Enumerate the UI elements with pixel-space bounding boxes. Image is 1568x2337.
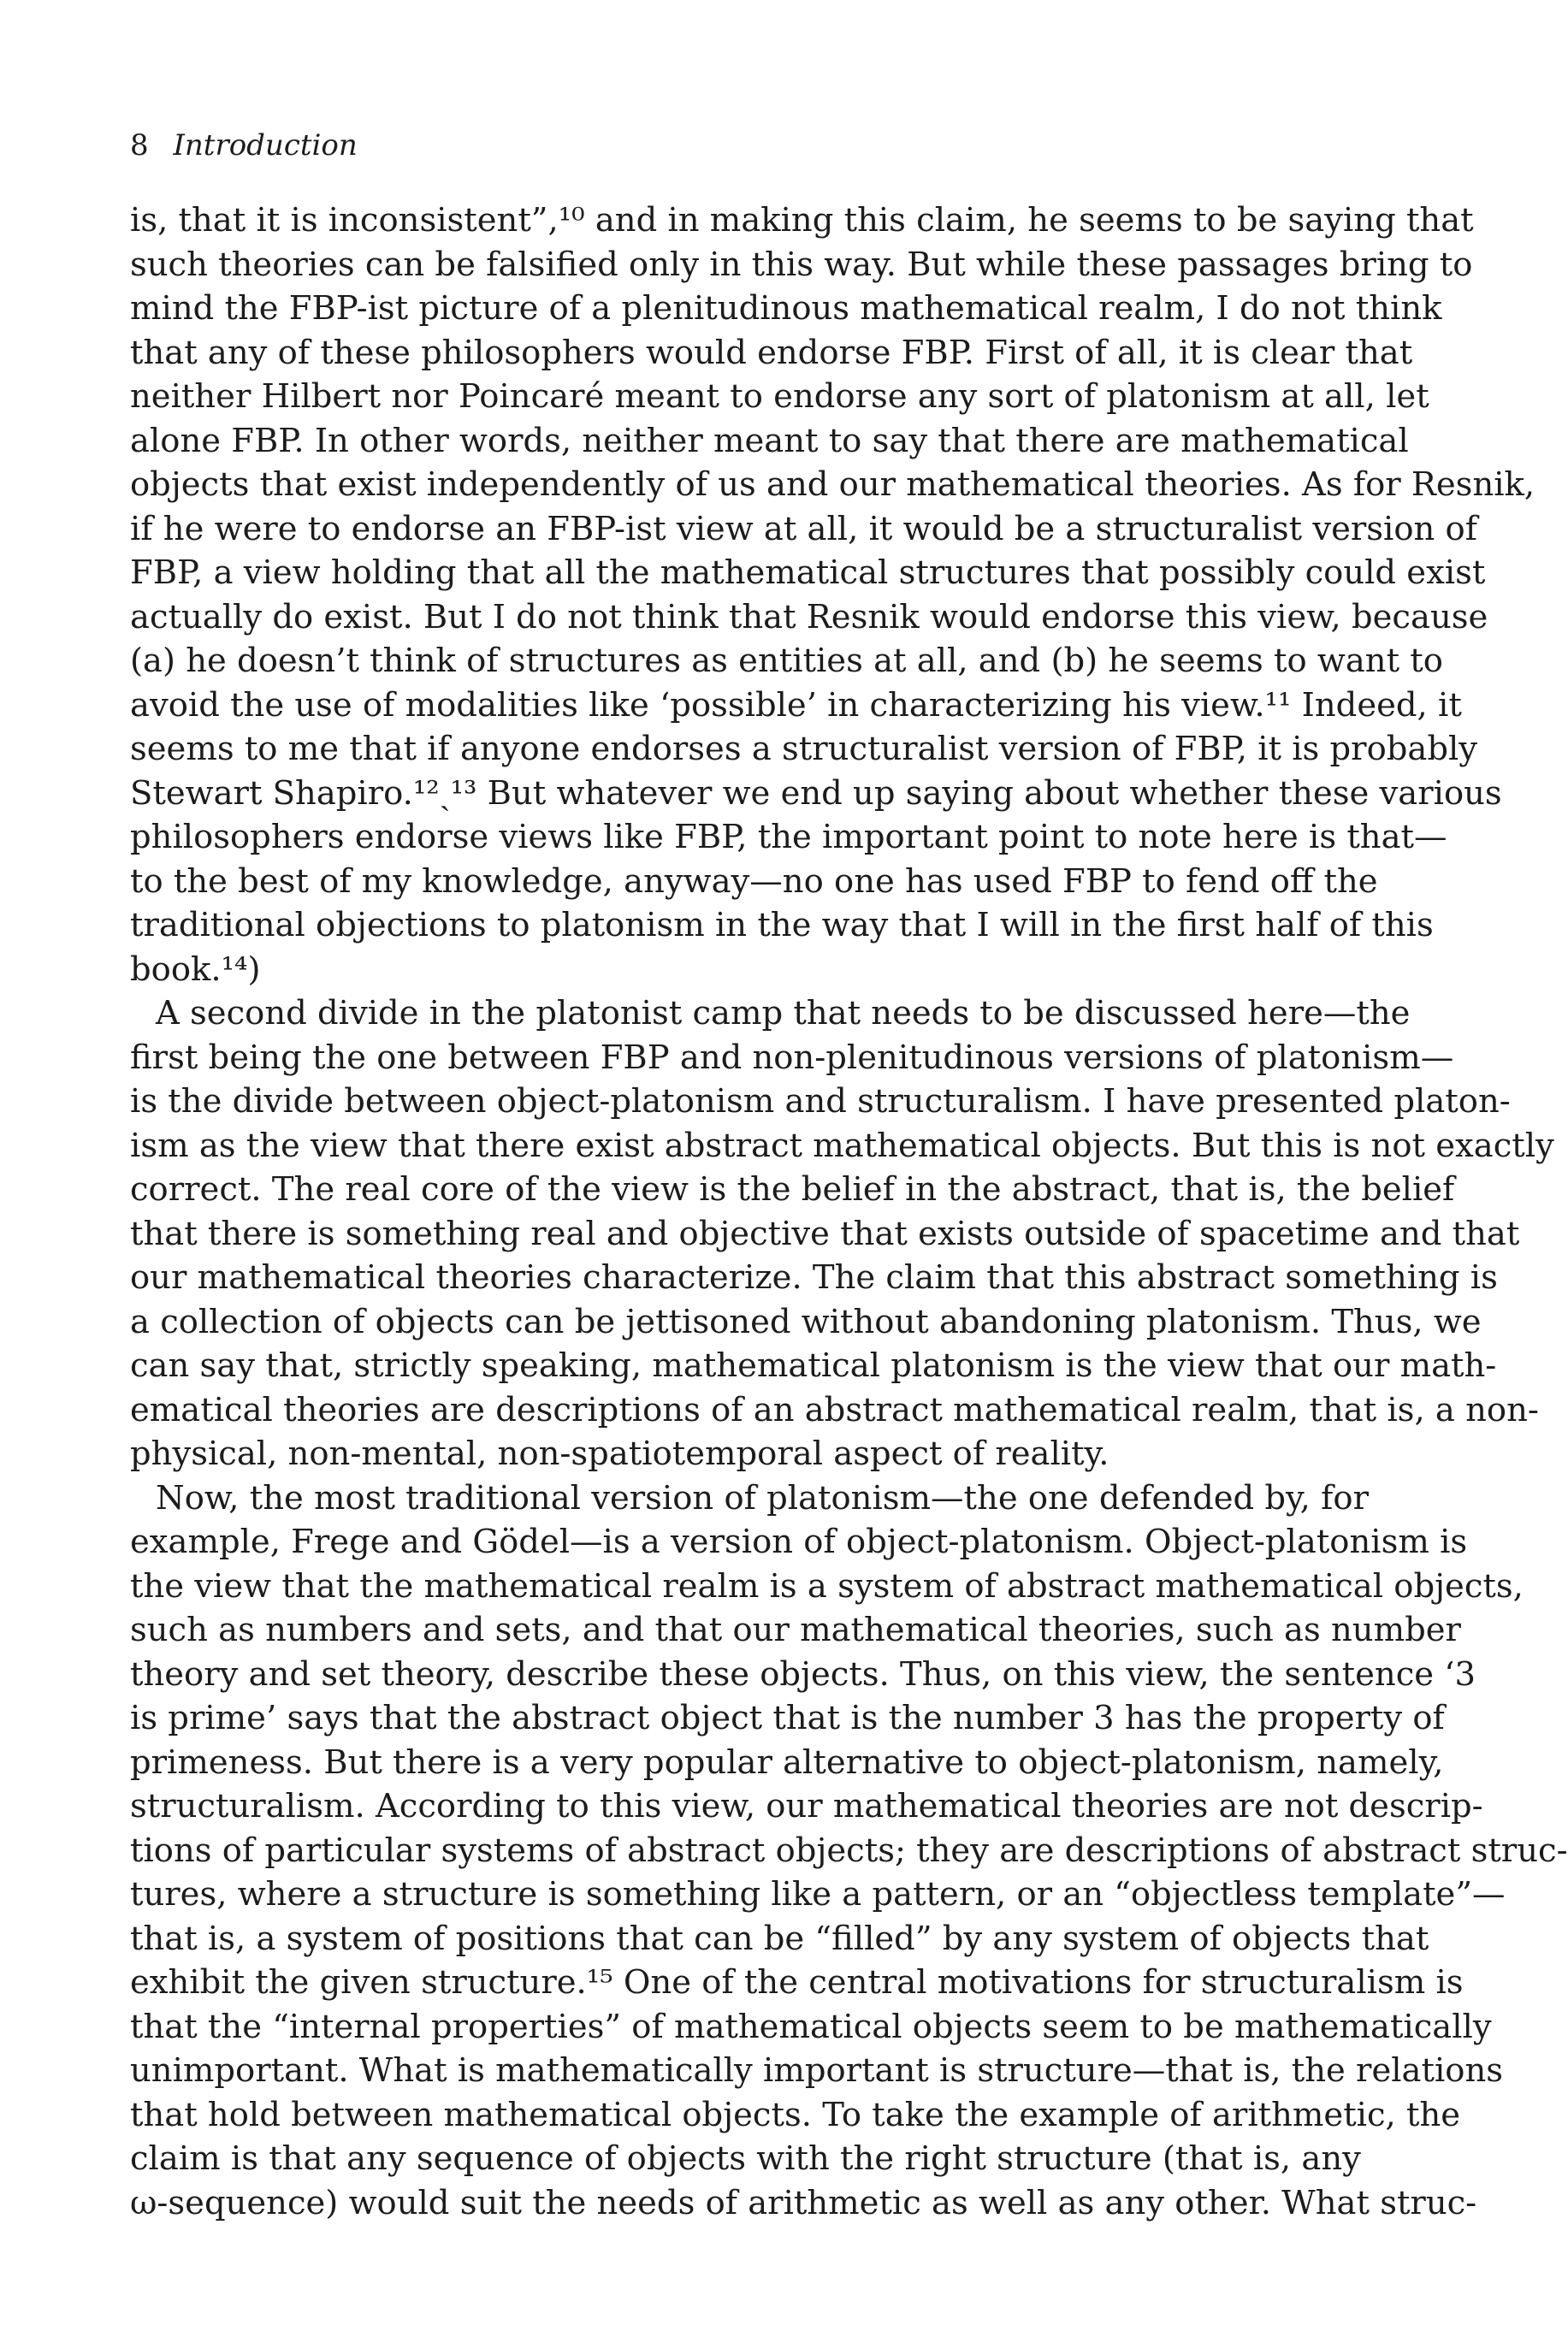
text-line: is prime’ says that the abstract object that is the number 3 has the property of xyxy=(130,1699,1445,1737)
text-line: alone FBP. In other words, neither meant to say that there are mathematical xyxy=(130,421,1409,460)
text-line: our mathematical theories characterize. The claim that this abstract something is xyxy=(130,1258,1498,1297)
page-number: 8 xyxy=(130,128,149,163)
body-text xyxy=(130,198,1568,2225)
text-line: if he were to endorse an FBP-ist view at all, it would be a structuralist version of xyxy=(130,509,1477,548)
text-line: A second divide in the platonist camp that needs to be discussed here—the xyxy=(156,994,1411,1032)
text-line: neither Hilbert nor Poincaré meant to endorse any sort of platonism at all, let xyxy=(130,377,1429,416)
text-line: example, Frege and Gödel—is a version of object-platonism. Object-platonism is xyxy=(130,1523,1468,1561)
text-line: first being the one between FBP and non-plenitudinous versions of platonism— xyxy=(130,1038,1454,1077)
paragraph-3 xyxy=(130,1476,1568,2226)
text-line: FBP, a view holding that all the mathematical structures that possibly could exist xyxy=(130,553,1486,592)
text-line: objects that exist independently of us and our mathematical theories. As for Resnik, xyxy=(130,465,1535,504)
text-line: such theories can be falsified only in this way. But while these passages bring to xyxy=(130,245,1473,284)
text-line: Stewart Shapiro.¹²ˎ¹³ But whatever we end up saying about whether these various xyxy=(130,773,1502,813)
text-line: that is, a system of positions that can be “filled” by any system of objects that xyxy=(130,1919,1429,1958)
text-line: correct. The real core of the view is the belief in the abstract, that is, the belief xyxy=(130,1170,1455,1209)
text-line: tions of particular systems of abstract objects; they are descriptions of abstract struc- xyxy=(130,1831,1568,1870)
text-line: to the best of my knowledge, anyway—no one has used FBP to fend off the xyxy=(130,861,1378,901)
text-line: unimportant. What is mathematically important is structure—that is, the relations xyxy=(130,2051,1504,2090)
paragraph-2 xyxy=(130,991,1554,1476)
text-line: ematical theories are descriptions of an abstract mathematical realm, that is, a non- xyxy=(130,1390,1539,1429)
text-line: that any of these philosophers would endorse FBP. First of all, it is clear that xyxy=(130,333,1413,372)
text-line: Now, the most traditional version of platonism—the one defended by, for xyxy=(156,1478,1369,1518)
text-line: the view that the mathematical realm is a system of abstract mathematical objects, xyxy=(130,1566,1524,1606)
text-line: such as numbers and sets, and that our mathematical theories, such as number xyxy=(130,1611,1461,1649)
text-line: structuralism. According to this view, our mathematical theories are not descrip- xyxy=(130,1787,1483,1825)
text-line: seems to me that if anyone endorses a structuralist version of FBP, it is probably xyxy=(130,730,1478,768)
text-line: actually do exist. But I do not think that Resnik would endorse this view, because xyxy=(130,597,1488,636)
text-line: book.¹⁴) xyxy=(130,950,261,989)
text-line: is the divide between object-platonism and structuralism. I have presented platon- xyxy=(130,1082,1511,1121)
text-line: mind the FBP-ist picture of a plenitudinous mathematical realm, I do not think xyxy=(130,289,1442,328)
text-line: ω-sequence) would suit the needs of arithmetic as well as any other. What struc- xyxy=(130,2183,1477,2222)
running-header xyxy=(130,125,358,166)
text-line: that hold between mathematical objects. To take the example of arithmetic, the xyxy=(130,2095,1461,2134)
text-line: theory and set theory, describe these objects. Thus, on this view, the sentence ‘3 xyxy=(130,1654,1476,1694)
text-line: physical, non-mental, non-spatiotemporal aspect of reality. xyxy=(130,1435,1109,1473)
text-line: primeness. But there is a very popular alternative to object-platonism, namely, xyxy=(130,1742,1444,1782)
text-line: avoid the use of modalities like ‘possible’ in characterizing his view.¹¹ Indeed, it xyxy=(130,685,1462,725)
text-line: that there is something real and objective that exists outside of spacetime and that xyxy=(130,1214,1520,1253)
running-title: Introduction xyxy=(173,128,358,163)
text-line: (a) he doesn’t think of structures as entities at all, and (b) he seems to want to xyxy=(130,642,1443,680)
text-line: tures, where a structure is something like a pattern, or an “objectless template”— xyxy=(130,1875,1506,1914)
text-line: ism as the view that there exist abstract mathematical objects. But this is not exactly xyxy=(130,1126,1554,1165)
text-line: traditional objections to platonism in the way that I will in the first half of this xyxy=(130,906,1434,944)
text-line: is, that it is inconsistent”,¹⁰ and in making this claim, he seems to be saying that xyxy=(130,201,1474,240)
text-line: claim is that any sequence of objects with the right structure (that is, any xyxy=(130,2139,1361,2178)
text-line: philosophers endorse views like FBP, the important point to note here is that— xyxy=(130,818,1447,856)
text-line: a collection of objects can be jettisoned without abandoning platonism. Thus, we xyxy=(130,1302,1482,1341)
text-line: that the “internal properties” of mathematical objects seem to be mathematically xyxy=(130,2007,1492,2046)
text-line: can say that, strictly speaking, mathematical platonism is the view that our math- xyxy=(130,1346,1497,1385)
paragraph-1 xyxy=(130,198,1535,991)
text-line: exhibit the given structure.¹⁵ One of the central motivations for structuralism is xyxy=(130,1963,1464,2002)
